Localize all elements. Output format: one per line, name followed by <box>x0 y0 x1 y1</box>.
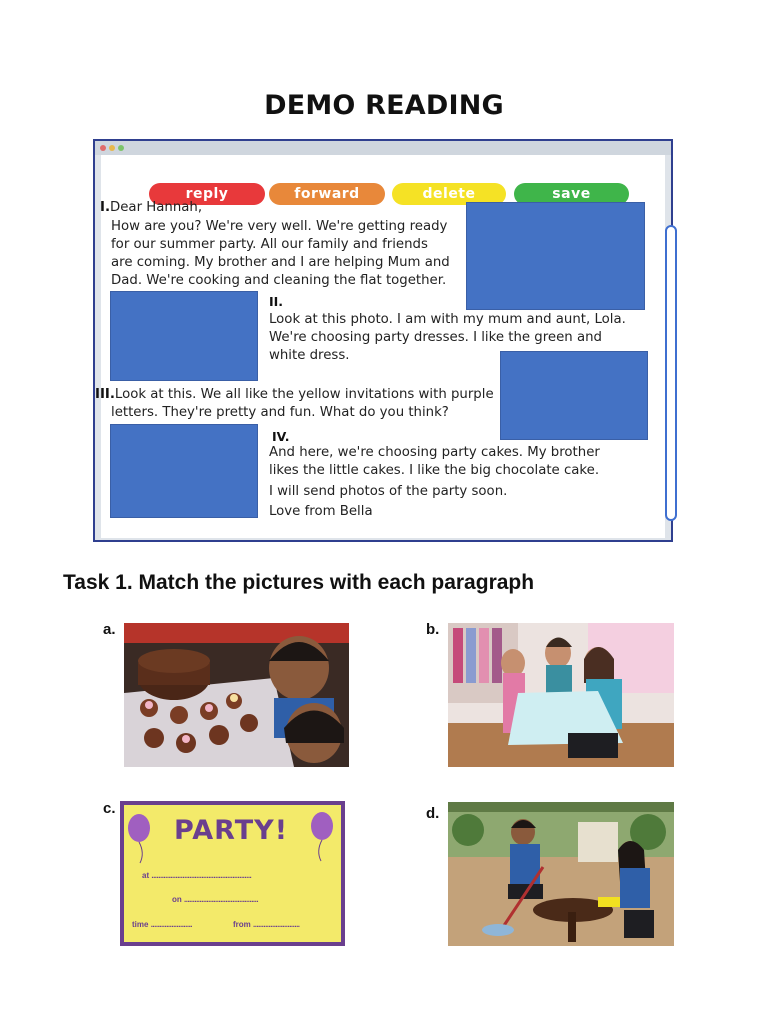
greeting-line <box>100 199 202 217</box>
paragraph-1: How are you? We're very well. We're getting ready for our summer party. All our family and friends are coming. My brother and I are helping Mum and Dad. We're cooking and cleaning the flat together. <box>111 219 450 288</box>
delete-button[interactable]: delete <box>392 183 506 205</box>
cleaning-photo <box>448 802 674 946</box>
option-label-d: d. <box>426 805 440 822</box>
invitation-heading: PARTY! <box>173 815 289 846</box>
reply-button[interactable]: reply <box>149 183 265 205</box>
option-label-c: c. <box>103 800 116 817</box>
task-title: Task 1. Match the pictures with each paragraph <box>63 571 535 594</box>
paragraph-number: IV. <box>272 429 290 444</box>
photo-placeholder-3 <box>500 351 648 440</box>
minimize-window-icon[interactable] <box>109 145 115 151</box>
invitation-from: from ........................... <box>233 920 300 929</box>
paragraph-number: II. <box>269 294 284 309</box>
signature: Love from Bella <box>269 504 373 519</box>
option-label-a: a. <box>103 621 116 638</box>
photo-placeholder-4 <box>110 424 258 518</box>
email-window <box>93 139 673 542</box>
close-window-icon[interactable] <box>100 145 106 151</box>
page-title: DEMO READING <box>264 90 504 121</box>
dresses-photo <box>448 623 674 767</box>
closing-line: I will send photos of the party soon. <box>269 484 508 499</box>
cakes-photo <box>124 623 349 767</box>
paragraph-4: And here, we're choosing party cakes. My brother likes the little cakes. I like the big chocolate cake. <box>269 445 600 478</box>
forward-button[interactable]: forward <box>269 183 385 205</box>
paragraph-number: III. <box>95 387 115 402</box>
scrollbar[interactable] <box>665 225 677 521</box>
paragraph-2: Look at this photo. I am with my mum and aunt, Lola. We're choosing party dresses. I like the green and white dress. <box>269 312 626 363</box>
invitation-at: at .......................................................... <box>142 871 252 880</box>
paragraph-3: III.Look at this. We all like the yellow invitations with purple letters. They're pretty and fun. What do you think? <box>95 387 494 420</box>
maximize-window-icon[interactable] <box>118 145 124 151</box>
greeting: Dear Hannah, <box>110 200 203 215</box>
party-invitation <box>120 801 345 946</box>
option-label-b: b. <box>426 621 440 638</box>
email-body <box>95 155 665 538</box>
photo-placeholder-1 <box>466 202 645 310</box>
save-button[interactable]: save <box>514 183 629 205</box>
paragraph-number: I. <box>100 200 110 215</box>
invitation-on: on ........................................... <box>172 895 259 904</box>
window-titlebar <box>95 141 671 155</box>
invitation-time: time ........................ <box>132 920 193 929</box>
photo-placeholder-2 <box>110 291 258 381</box>
